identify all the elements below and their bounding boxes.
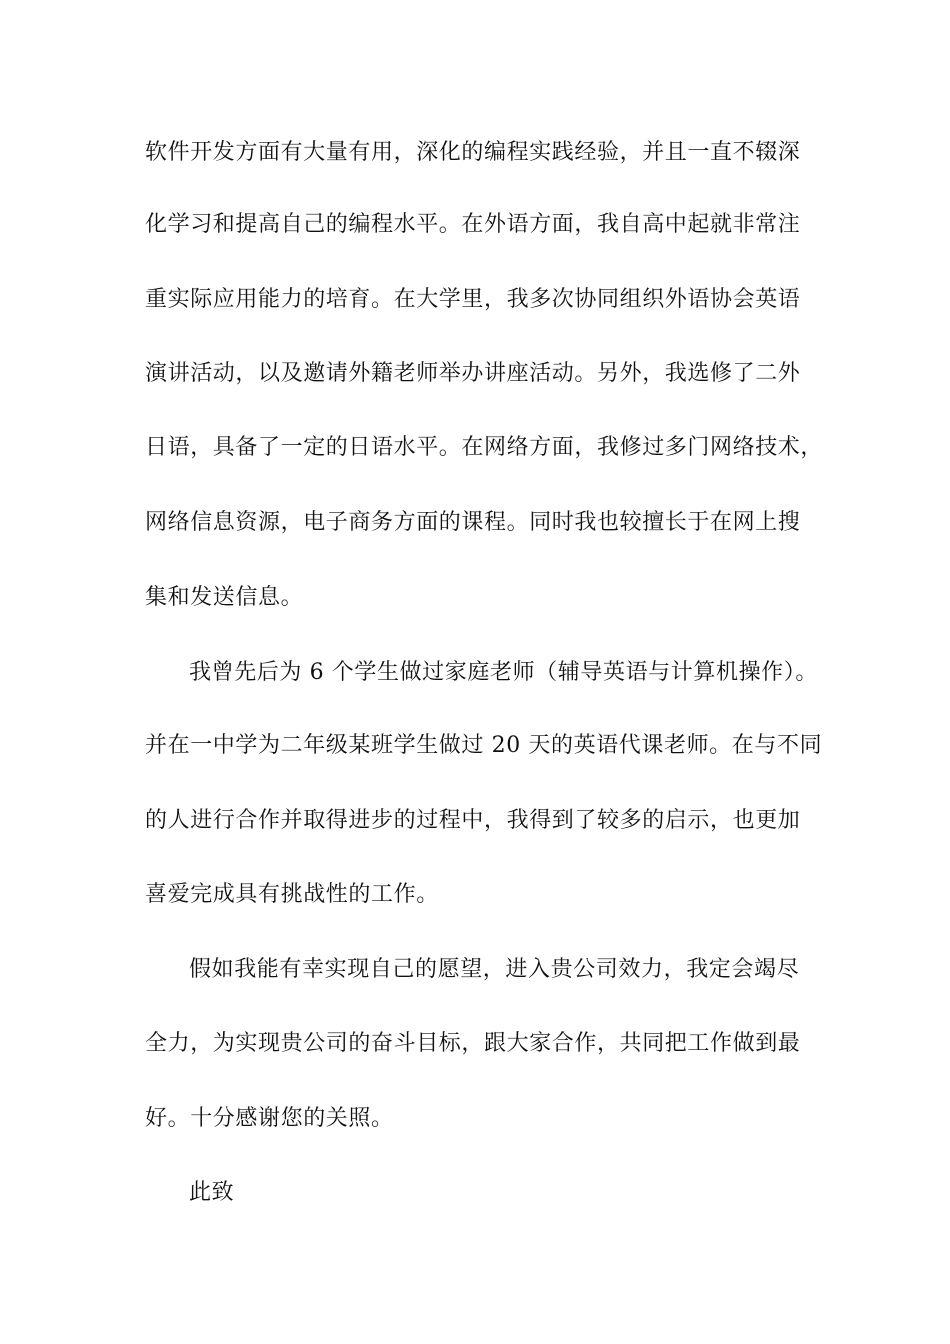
paragraph-line: 全力，为实现贵公司的奋斗目标，跟大家合作，共同把工作做到最 bbox=[145, 1031, 801, 1056]
paragraph-line: 的人进行合作并取得进步的过程中，我得到了较多的启示，也更加 bbox=[145, 808, 801, 833]
paragraph-line: 演讲活动，以及邀请外籍老师举办讲座活动。另外，我选修了二外 bbox=[145, 361, 801, 386]
paragraph-line: 集和发送信息。 bbox=[145, 585, 304, 610]
paragraph-line: 假如我能有幸实现自己的愿望，进入贵公司效力，我定会竭尽 bbox=[189, 957, 800, 982]
paragraph-line: 并在一中学为二年级某班学生做过 20 天的英语代课老师。在与不同 bbox=[145, 733, 823, 758]
closing-salutation: 此致 bbox=[189, 1180, 235, 1205]
paragraph-line: 软件开发方面有大量有用，深化的编程实践经验，并且一直不辍深 bbox=[145, 140, 801, 165]
paragraph-line: 重实际应用能力的培育。在大学里，我多次协同组织外语协会英语 bbox=[145, 287, 801, 312]
paragraph-line: 网络信息资源，电子商务方面的课程。同时我也较擅长于在网上搜 bbox=[145, 510, 801, 535]
paragraph-line: 日语，具备了一定的日语水平。在网络方面，我修过多门网络技术， bbox=[145, 435, 824, 460]
paragraph-line: 喜爱完成具有挑战性的工作。 bbox=[145, 882, 439, 907]
paragraph-line: 我曾先后为 6 个学生做过家庭老师（辅导英语与计算机操作）。 bbox=[189, 660, 818, 685]
paragraph-line: 化学习和提高自己的编程水平。在外语方面，我自高中起就非常注 bbox=[145, 212, 801, 237]
paragraph-line: 好。十分感谢您的关照。 bbox=[145, 1106, 394, 1131]
